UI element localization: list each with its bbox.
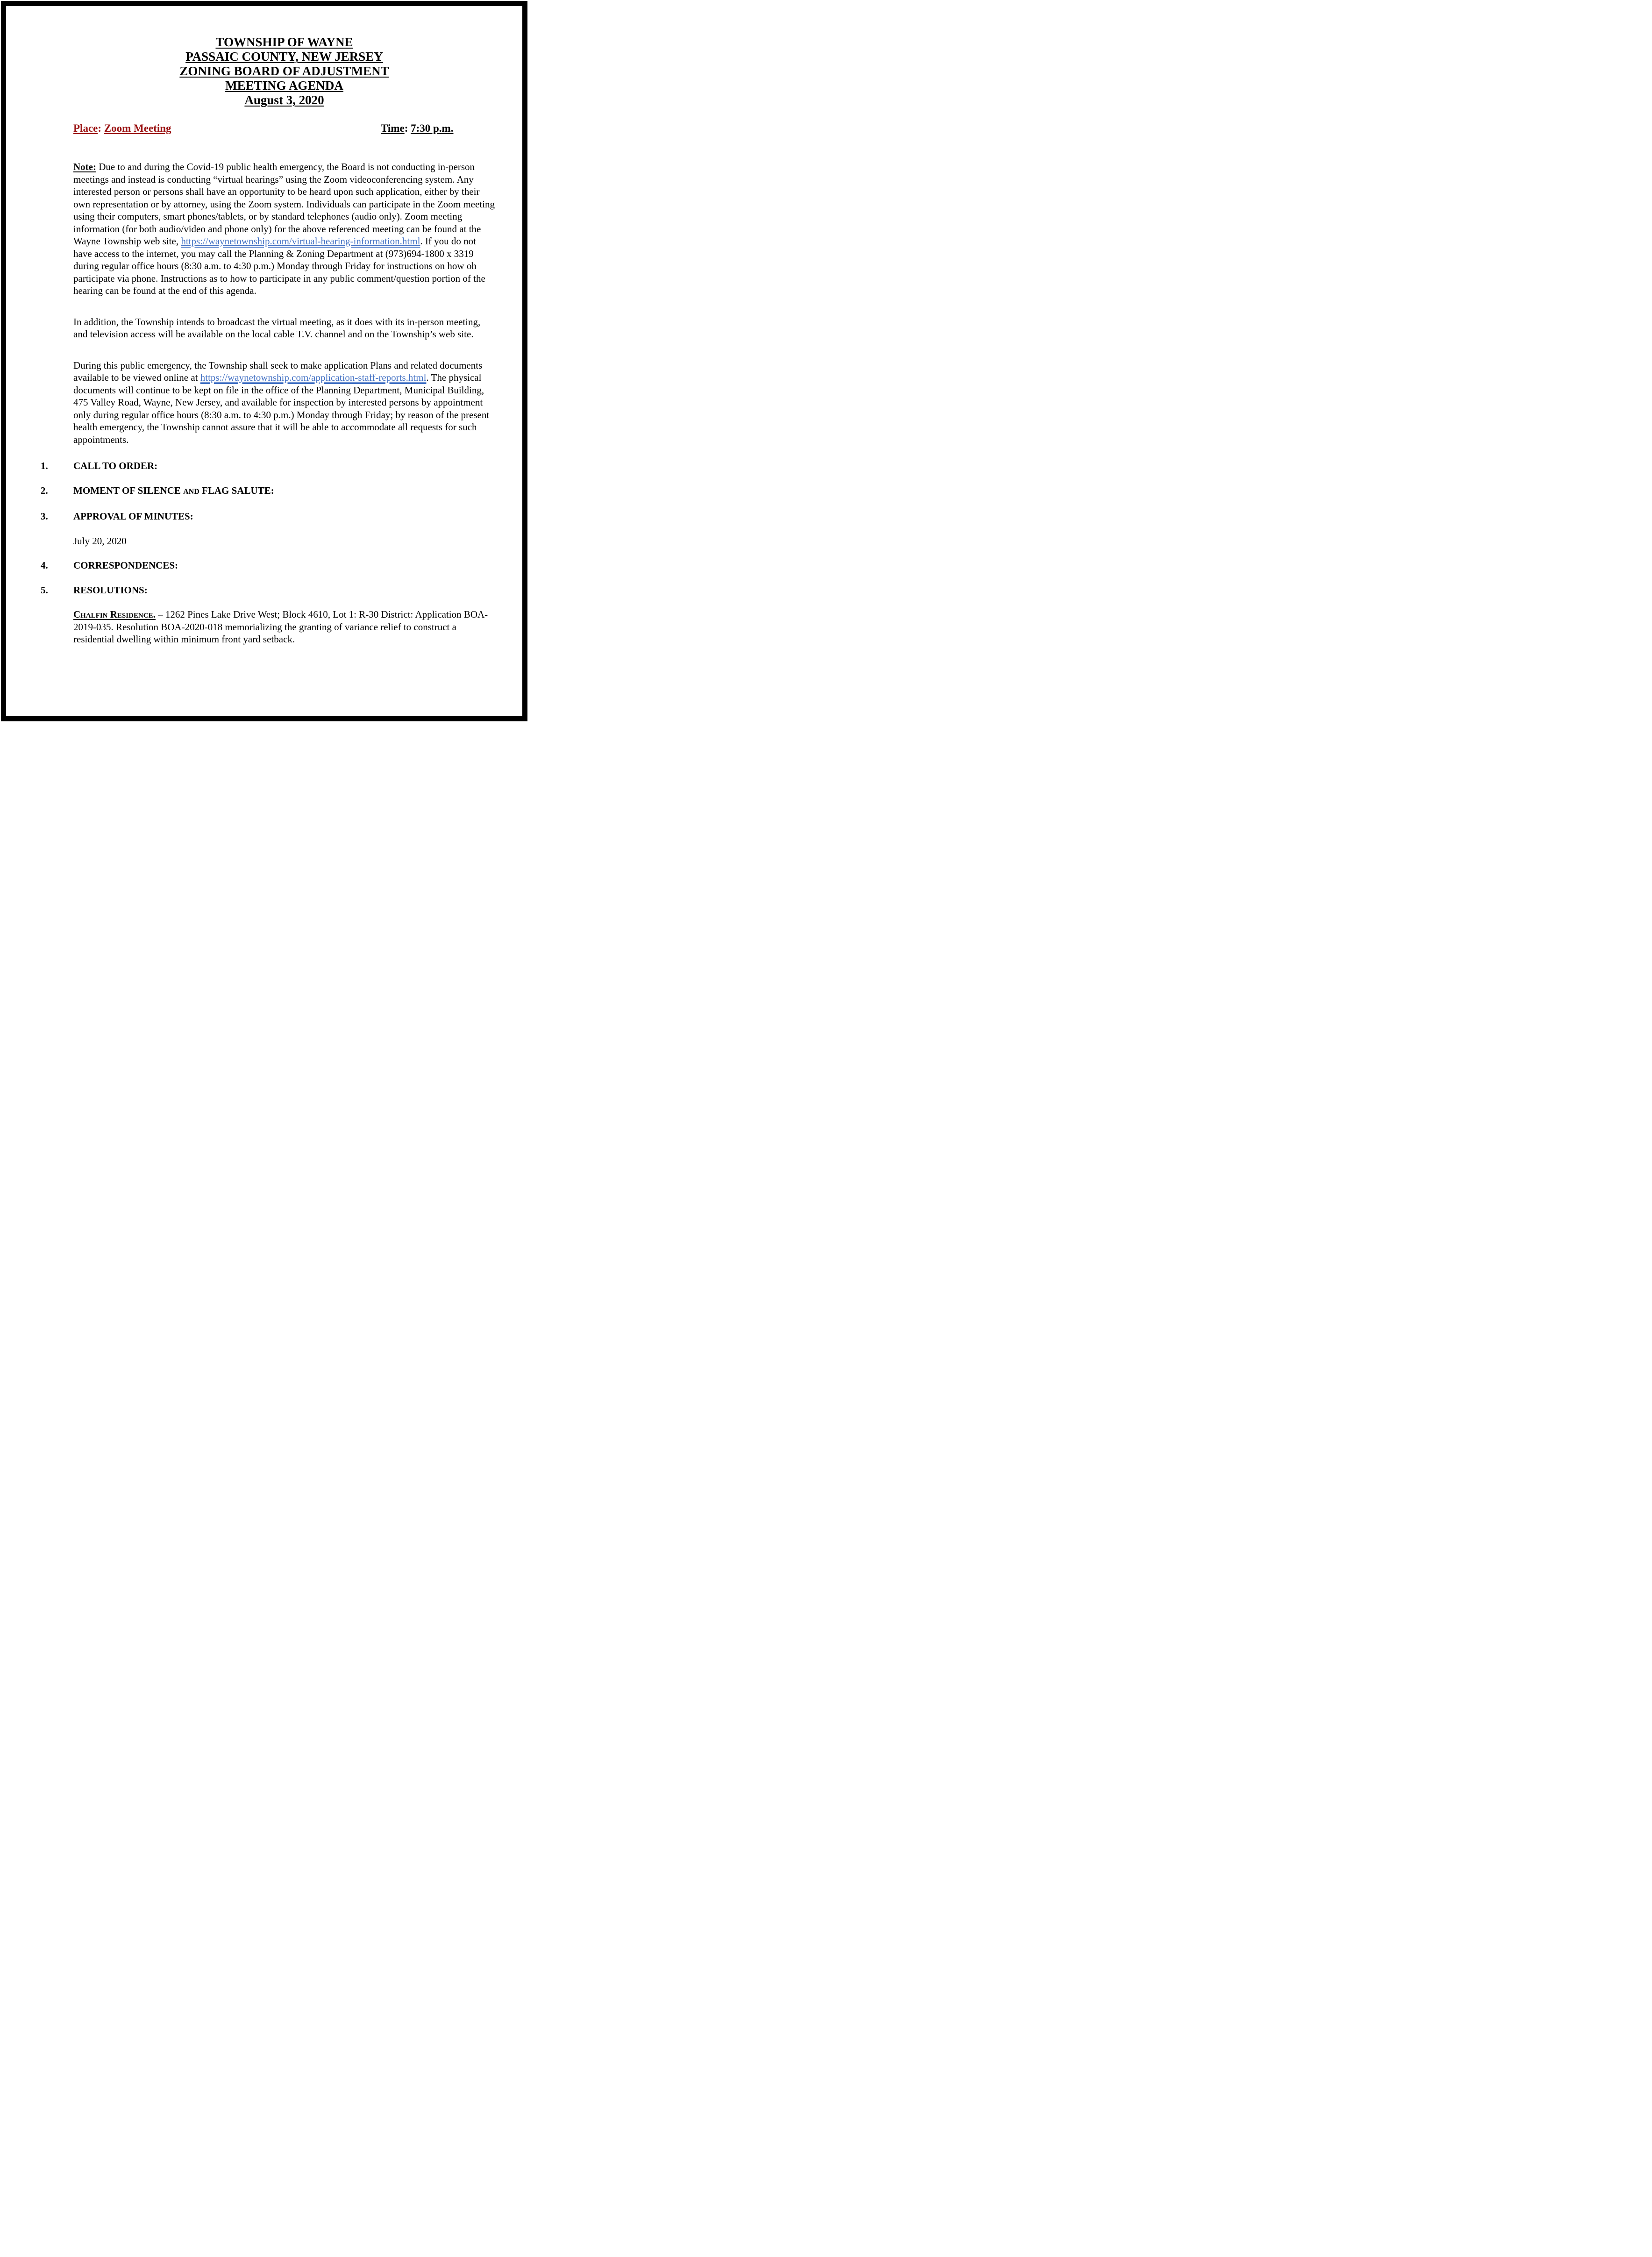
- agenda-item-number: 4.: [41, 560, 48, 571]
- agenda-item-label: APPROVAL OF MINUTES:: [73, 511, 193, 522]
- title-line-board: ZONING BOARD OF ADJUSTMENT: [179, 64, 389, 78]
- document-title-block: [73, 35, 495, 107]
- broadcast-paragraph: In addition, the Township intends to broadcast the virtual meeting, as it does with its in-person meeting, and television access will be available on the local cable T.V. channel and on the Township’s web site.: [73, 316, 481, 340]
- page-content: [6, 6, 522, 716]
- time-separator: :: [404, 122, 408, 134]
- application-staff-reports-link[interactable]: https://waynetownship.com/application-staff-reports.html: [200, 372, 427, 383]
- resolution-text: 1262 Pines Lake Drive West; Block 4610, Lot 1: R-30 District: Application BOA-2019-035. Resolution BOA-2020-018 memorializing the granting of variance relief to construct a residential dwelling within minimum front yard setback.: [73, 609, 488, 645]
- place-separator: :: [98, 122, 102, 134]
- title-line-township: TOWNSHIP OF WAYNE: [215, 35, 353, 49]
- place-value: Zoom Meeting: [104, 122, 171, 134]
- agenda-item-resolutions: [41, 584, 495, 597]
- document-page: [1, 1, 527, 721]
- agenda-item-label: CALL TO ORDER:: [73, 460, 158, 471]
- minutes-date: July 20, 2020: [73, 535, 127, 547]
- note-paragraph: [73, 161, 495, 297]
- note-label: Note:: [73, 161, 96, 172]
- time-label: Time: [381, 122, 405, 134]
- place-field: [73, 122, 171, 134]
- agenda-item-label: MOMENT OF SILENCE AND FLAG SALUTE:: [73, 484, 274, 496]
- resolution-dash: –: [158, 609, 163, 620]
- agenda-list: [41, 460, 495, 646]
- virtual-hearing-info-link[interactable]: https://waynetownship.com/virtual-hearing-information.html: [181, 235, 420, 247]
- time-field: [381, 121, 453, 135]
- title-line-date: August 3, 2020: [244, 93, 324, 107]
- agenda-item-call-to-order: [41, 460, 495, 472]
- resolution-paragraph: [73, 608, 495, 646]
- title-line-county: PASSAIC COUNTY, NEW JERSEY: [185, 50, 383, 64]
- resolution-title: Chalfin Residence.: [73, 609, 156, 620]
- documents-text-before-link: During this public emergency, the Township shall seek to make application Plans and related documents available to be viewed online at: [73, 359, 483, 383]
- documents-paragraph: [73, 359, 495, 446]
- place-label: Place: [73, 122, 98, 134]
- agenda-item-number: 5.: [41, 584, 48, 596]
- agenda-item-correspondences: [41, 559, 495, 572]
- title-line-agenda: MEETING AGENDA: [225, 78, 343, 93]
- agenda-item-number: 1.: [41, 460, 48, 471]
- small-caps-and: AND: [183, 487, 199, 496]
- agenda-item-label: CORRESPONDENCES:: [73, 560, 178, 571]
- agenda-item-number: 2.: [41, 484, 48, 496]
- note-text-before-link: Due to and during the Covid-19 public health emergency, the Board is not conducting in-person meetings and instead is conducting “virtual hearings” using the Zoom videoconferencing system. Any interested person or persons shall have an opportunity to be heard upon such application, either by their own representation or by attorney, using the Zoom system. Individuals can participate in the Zoom meeting using their computers, smart phones/tablets, or by standard telephones (audio only). Zoom meeting information (for both audio/video and phone only) for the above referenced meeting can be found at the Wayne Township web site,: [73, 161, 495, 247]
- note-text-after-link: . If you do not have access to the internet, you may call the Planning & Zoning Department at (973)694-1800 x 3319 during regular office hours (8:30 a.m. to 4:30 p.m.) Monday through Friday for instructions on how oh participate via phone. Instructions as to how to participate in any public comment/question portion of the hearing can be found at the end of this agenda.: [73, 235, 485, 296]
- agenda-item-number: 3.: [41, 511, 48, 522]
- documents-text-after-link: . The physical documents will continue to be kept on file in the office of the Planning Department, Municipal Building, 475 Valley Road, Wayne, New Jersey, and available for inspection by interested persons by appointment only during regular office hours (8:30 a.m. to 4:30 p.m.) Monday through Friday; by reason of the present health emergency, the Township cannot assure that it will be able to accommodate all requests for such appointments.: [73, 372, 490, 445]
- agenda-item-label: RESOLUTIONS:: [73, 584, 148, 596]
- place-time-row: [73, 121, 495, 136]
- time-value: 7:30 p.m.: [411, 122, 454, 134]
- agenda-item-approval-of-minutes: [41, 510, 495, 523]
- agenda-item-moment-of-silence: [41, 484, 495, 498]
